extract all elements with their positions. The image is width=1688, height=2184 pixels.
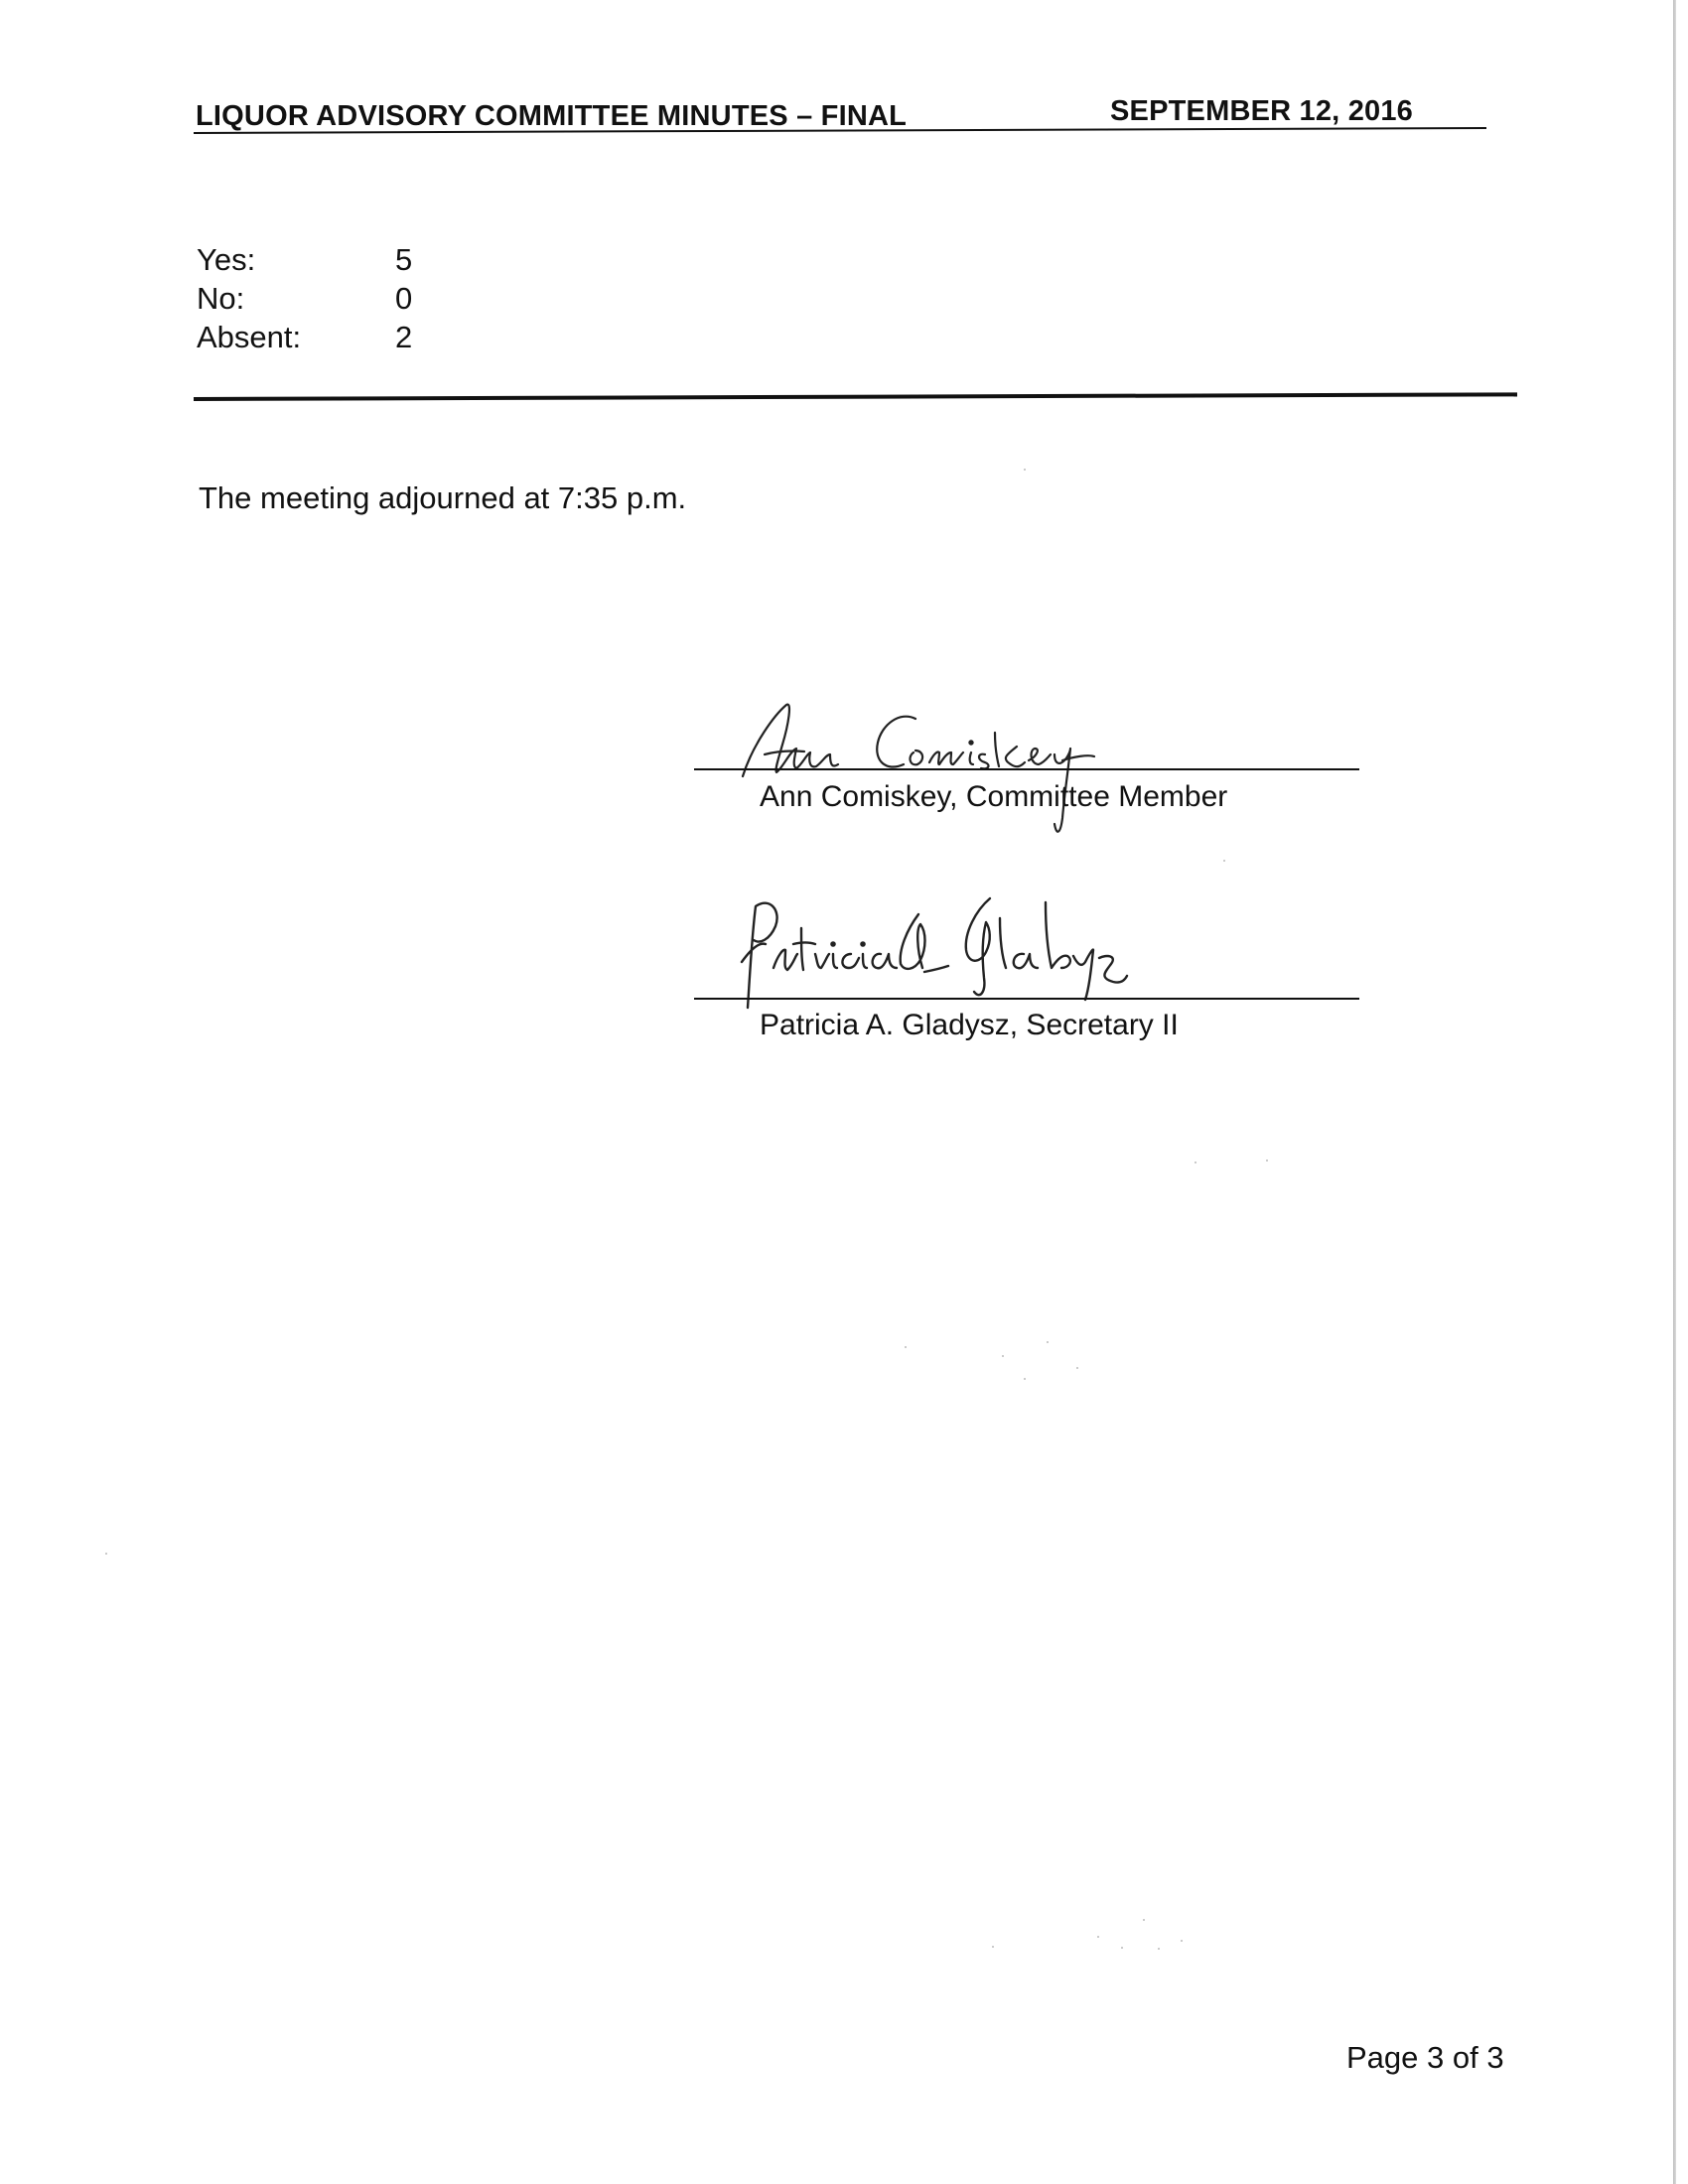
signatory-name-title: Patricia A. Gladysz, Secretary II — [760, 1009, 1179, 1041]
vote-count: 5 — [395, 242, 413, 277]
meeting-date: SEPTEMBER 12, 2016 — [1110, 95, 1414, 127]
signature-line — [694, 768, 1359, 770]
document-title: LIQUOR ADVISORY COMMITTEE MINUTES – FINAL — [196, 100, 908, 132]
vote-count: 0 — [395, 281, 413, 316]
section-divider — [194, 392, 1517, 401]
scan-edge — [1673, 0, 1676, 2184]
vote-count: 2 — [395, 320, 413, 354]
vote-label: Absent: — [197, 320, 302, 354]
vote-label: Yes: — [197, 242, 256, 277]
page-number: Page 3 of 3 — [1346, 2040, 1504, 2075]
signatory-name-title: Ann Comiskey, Committee Member — [760, 780, 1228, 813]
handwritten-signature-ann-comiskey — [735, 685, 1192, 844]
signature-line — [694, 998, 1359, 1000]
vote-label: No: — [197, 281, 245, 316]
adjournment-statement: The meeting adjourned at 7:35 p.m. — [199, 480, 687, 515]
